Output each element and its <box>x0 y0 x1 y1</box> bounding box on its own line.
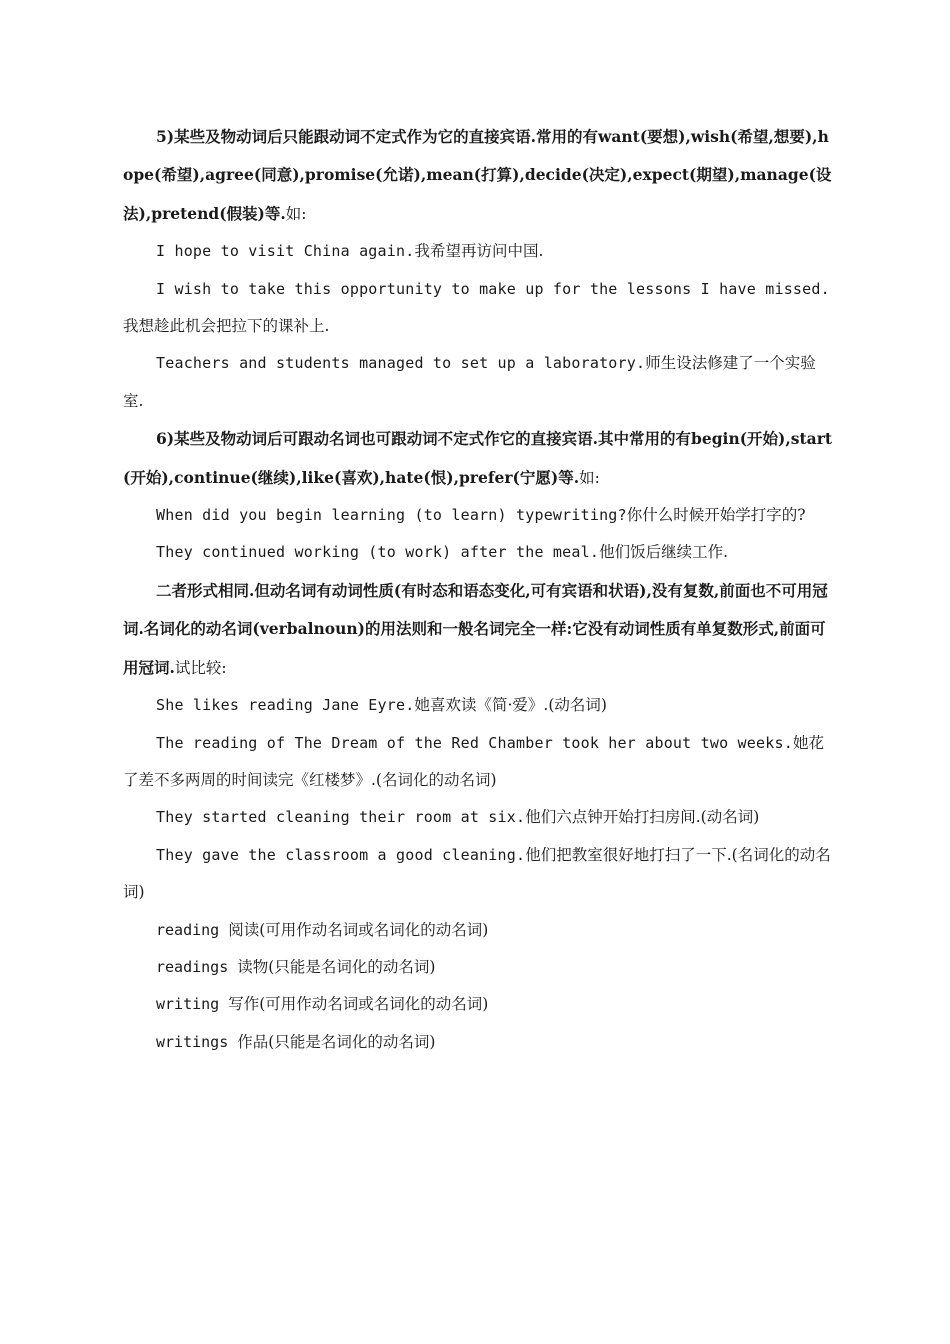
document-body <box>123 118 835 1061</box>
example-english: They started cleaning their room at six. <box>156 808 526 827</box>
example-chinese: 我想趁此机会把拉下的课补上. <box>123 317 330 336</box>
comparison-text: 二者形式相同.但动名词有动词性质(有时态和语态变化,可有宾语和状语),没有复数,前面也不可用冠词.名词化的动名词(verbalnoun)的用法则和一般名词完全一样:它没有动词性质有单复数形式,前面可用冠词. <box>123 580 828 677</box>
vocab-item <box>123 912 835 949</box>
rule-5-text: 5)某些及物动词后只能跟动词不定式作为它的直接宾语.常用的有want(要想),wish(希望,想要),hope(希望),agree(同意),promise(允诺),mean(打算),decide(决定),expect(期望),manage(设法),pretend(假装)等. <box>123 127 832 223</box>
example-sentence <box>123 497 835 534</box>
rule-6-text: 6)某些及物动词后可跟动名词也可跟动词不定式作它的直接宾语.其中常用的有begin(开始),start(开始),continue(继续),like(喜欢),hate(恨),prefer(宁愿)等. <box>123 429 833 487</box>
example-chinese: 他们六点钟开始打扫房间.(动名词) <box>525 808 760 827</box>
example-sentence <box>123 345 835 420</box>
example-english: I wish to take this opportunity to make up for the lessons I have missed. <box>156 279 830 298</box>
example-chinese: 我希望再访问中国. <box>414 242 544 261</box>
paragraph-rule-5 <box>123 118 835 233</box>
example-sentence <box>123 271 835 346</box>
example-english: She likes reading Jane Eyre. <box>156 696 415 715</box>
example-english: I hope to visit China again. <box>156 242 415 261</box>
example-english: Teachers and students managed to set up a laboratory. <box>156 354 646 373</box>
example-english: They gave the classroom a good cleaning. <box>156 845 526 864</box>
example-sentence <box>123 687 835 724</box>
example-sentence <box>123 799 835 836</box>
example-sentence <box>123 534 835 571</box>
vocab-meaning: 写作(可用作动名词或名词化的动名词) <box>228 995 489 1014</box>
example-english: When did you begin learning (to learn) typewriting? <box>156 506 627 525</box>
vocab-word: readings <box>156 957 238 976</box>
vocab-word: reading <box>156 920 229 939</box>
example-chinese: 师生设法修建了一个实验室. <box>123 354 816 410</box>
vocab-meaning: 阅读(可用作动名词或名词化的动名词) <box>228 920 489 939</box>
example-chinese: 你什么时候开始学打字的? <box>626 506 806 525</box>
vocab-meaning: 读物(只能是名词化的动名词) <box>237 957 436 976</box>
example-sentence <box>123 837 835 912</box>
example-chinese: 她喜欢读《简·爱》.(动名词) <box>414 696 607 715</box>
comparison-tail: 试比较: <box>174 658 227 677</box>
example-chinese: 他们饭后继续工作. <box>599 543 729 562</box>
vocab-meaning: 作品(只能是名词化的动名词) <box>237 1032 436 1051</box>
example-english: The reading of The Dream of the Red Chamber took her about two weeks. <box>156 733 793 752</box>
vocab-item <box>123 949 835 986</box>
example-english: They continued working (to work) after the meal. <box>156 543 600 562</box>
rule-5-tail: 如: <box>285 204 307 223</box>
vocab-item <box>123 986 835 1023</box>
vocab-word: writing <box>156 995 229 1014</box>
rule-6-tail: 如: <box>579 468 600 487</box>
paragraph-rule-6 <box>123 420 835 497</box>
vocab-item <box>123 1024 835 1061</box>
example-chinese: 他们把教室很好地打扫了一下.(名词化的动名词) <box>123 845 831 902</box>
example-sentence <box>123 725 835 800</box>
vocab-word: writings <box>156 1032 238 1051</box>
example-chinese: 她花了差不多两周的时间读完《红楼梦》.(名词化的动名词) <box>123 733 824 789</box>
paragraph-comparison <box>123 572 835 687</box>
example-sentence <box>123 233 835 270</box>
